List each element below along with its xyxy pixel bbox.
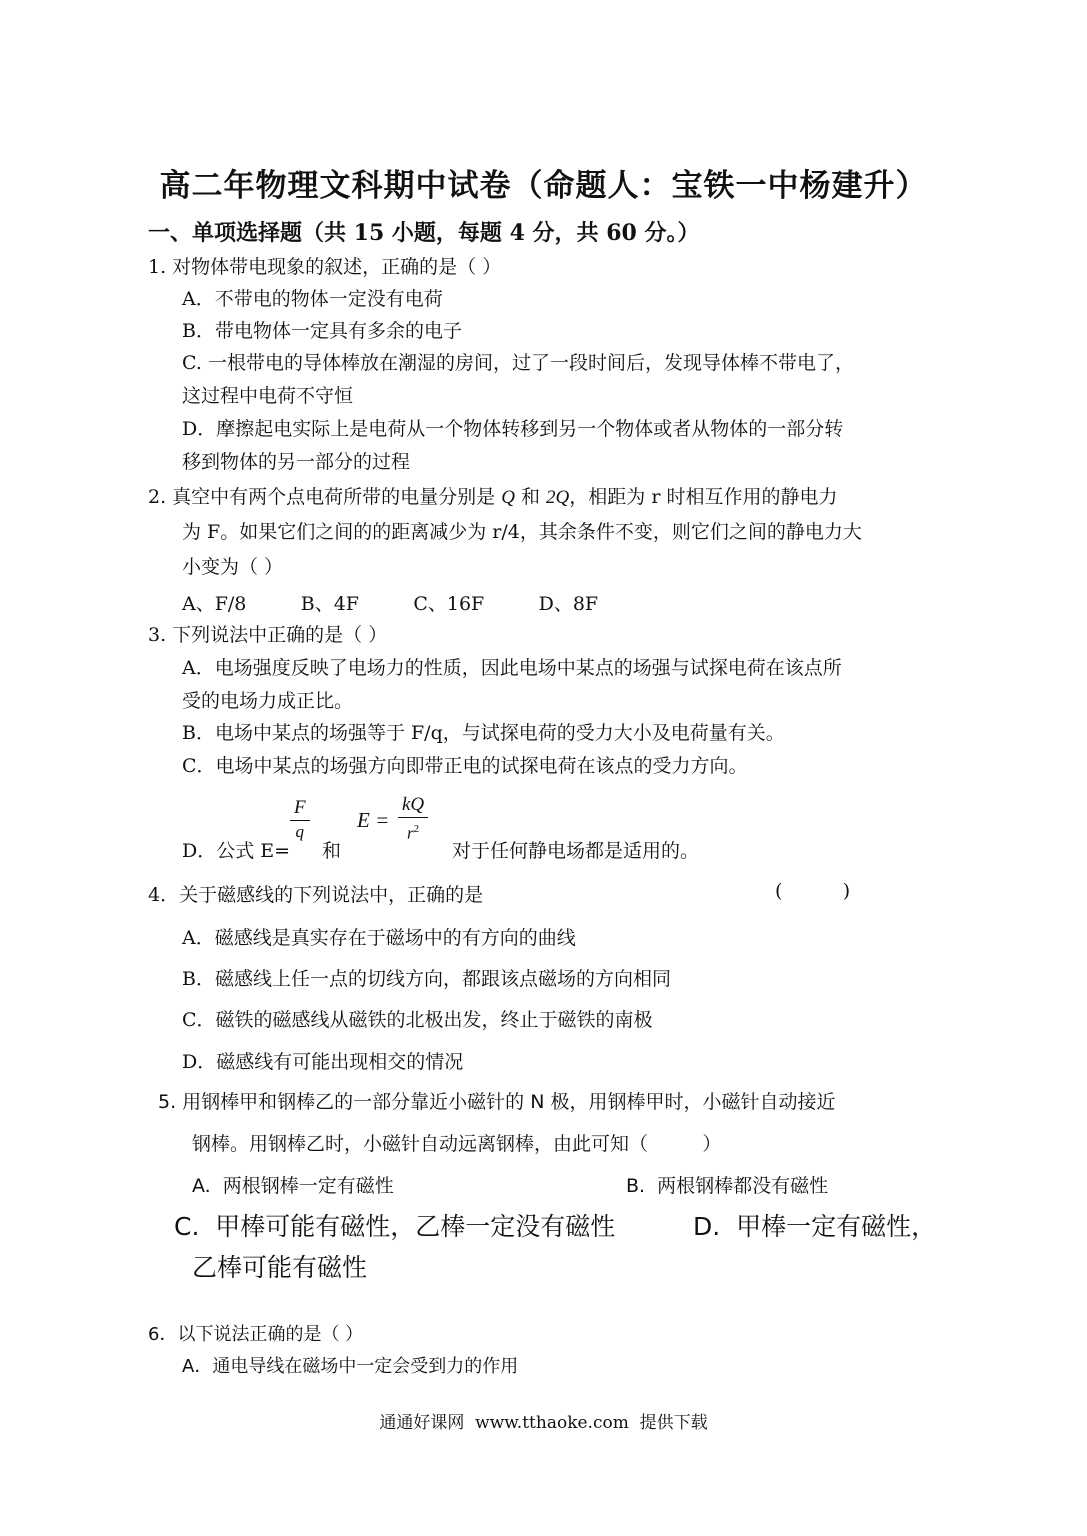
question-4-stem: 4．关于磁感线的下列说法中，正确的是 bbox=[148, 884, 484, 906]
question-4-option-b: B．磁感线上任一点的切线方向，都跟该点磁场的方向相同 bbox=[182, 968, 671, 990]
formula-2-denominator bbox=[398, 818, 428, 845]
formula-2-numerator: kQ bbox=[398, 794, 428, 818]
question-1-stem: 1. 对物体带电现象的叙述，正确的是（ ） bbox=[148, 256, 502, 278]
formula-kq-over-r2 bbox=[398, 794, 428, 845]
formula-f-over-q bbox=[290, 797, 310, 843]
question-5-line-2: 钢棒。用钢棒乙时，小磁针自动远离钢棒，由此可知（ ） bbox=[192, 1133, 722, 1155]
q2-charge-2q: 2Q bbox=[546, 487, 570, 508]
page-title: 高二年物理文科期中试卷（命题人：宝铁一中杨建升） bbox=[159, 168, 928, 204]
question-1-option-c: C. 一根带电的导体棒放在潮湿的房间，过了一段时间后，发现导体棒不带电了， bbox=[182, 352, 854, 374]
question-3-option-c: C．电场中某点的场强方向即带正电的试探电荷在该点的受力方向。 bbox=[182, 755, 748, 777]
page-footer: 通通好课网 www.tthaoke.com 提供下载 bbox=[379, 1413, 708, 1433]
question-4-option-d: D．磁感线有可能出现相交的情况 bbox=[182, 1051, 464, 1073]
q2-text-a: 2. 真空中有两个点电荷所带的电量分别是 bbox=[148, 486, 502, 508]
q2-charge-q: Q bbox=[501, 487, 515, 508]
question-5-line-1: 5. 用钢棒甲和钢棒乙的一部分靠近小磁针的 N 极，用钢棒甲时，小磁针自动接近 bbox=[158, 1091, 836, 1113]
question-3-option-d-rest: 对于任何静电场都是适用的。 bbox=[452, 840, 700, 862]
question-1-option-c-cont: 这过程中电荷不守恒 bbox=[182, 385, 354, 407]
question-3-option-d-label: D．公式 E= bbox=[182, 840, 291, 862]
question-4-answer-blank: ( ) bbox=[775, 880, 851, 902]
formula-and: 和 bbox=[322, 840, 342, 862]
question-5-option-d: D. 甲棒一定有磁性， bbox=[693, 1212, 937, 1241]
question-6-stem: 6．以下说法正确的是（ ） bbox=[148, 1324, 364, 1345]
formula-1-denominator: q bbox=[295, 822, 305, 841]
q2-text-c: ，相距为 r 时相互作用的静电力 bbox=[569, 486, 838, 508]
section-heading: 一、单项选择题（共 15 小题，每题 4 分，共 60 分。） bbox=[148, 220, 700, 246]
question-3-option-a: A．电场强度反映了电场力的性质，因此电场中某点的场强与试探电荷在该点所 bbox=[182, 657, 842, 679]
question-4-option-a: A．磁感线是真实存在于磁场中的有方向的曲线 bbox=[182, 927, 576, 949]
question-2-options: A、F/8 B、4F C、16F D、8F bbox=[182, 593, 599, 615]
question-1-option-b: B．带电物体一定具有多余的电子 bbox=[182, 320, 462, 342]
question-3-stem: 3. 下列说法中正确的是（ ） bbox=[148, 624, 388, 646]
question-1-option-a: A．不带电的物体一定没有电荷 bbox=[182, 288, 443, 310]
question-2-line-3: 小变为（ ） bbox=[182, 556, 284, 578]
formula-1-numerator: F bbox=[290, 797, 310, 821]
question-1-option-d-cont: 移到物体的另一部分的过程 bbox=[182, 451, 411, 473]
question-2-line-2: 为 F。如果它们之间的的距离减少为 r/4，其余条件不变，则它们之间的静电力大 bbox=[182, 521, 862, 543]
formula-2-exponent: 2 bbox=[413, 823, 420, 835]
question-3-option-b: B．电场中某点的场强等于 F/q，与试探电荷的受力大小及电荷量有关。 bbox=[182, 722, 785, 744]
question-5-option-c: C. 甲棒可能有磁性，乙棒一定没有磁性 bbox=[174, 1212, 616, 1241]
formula-2-r: r bbox=[407, 823, 414, 843]
question-2-line-1 bbox=[148, 482, 837, 509]
question-6-option-a: A．通电导线在磁场中一定会受到力的作用 bbox=[182, 1356, 519, 1377]
question-3-option-a-cont: 受的电场力成正比。 bbox=[182, 690, 354, 712]
question-5-option-b: B. 两根钢棒都没有磁性 bbox=[626, 1175, 829, 1197]
question-5-option-d-cont: 乙棒可能有磁性 bbox=[192, 1253, 368, 1282]
formula-2-lhs: E = bbox=[357, 808, 390, 832]
q2-text-b: 和 bbox=[514, 486, 547, 508]
question-1-option-d: D．摩擦起电实际上是电荷从一个物体转移到另一个物体或者从物体的一部分转 bbox=[182, 418, 844, 440]
question-5-option-a: A. 两根钢棒一定有磁性 bbox=[192, 1175, 394, 1197]
question-4-option-c: C．磁铁的磁感线从磁铁的北极出发，终止于磁铁的南极 bbox=[182, 1009, 653, 1031]
